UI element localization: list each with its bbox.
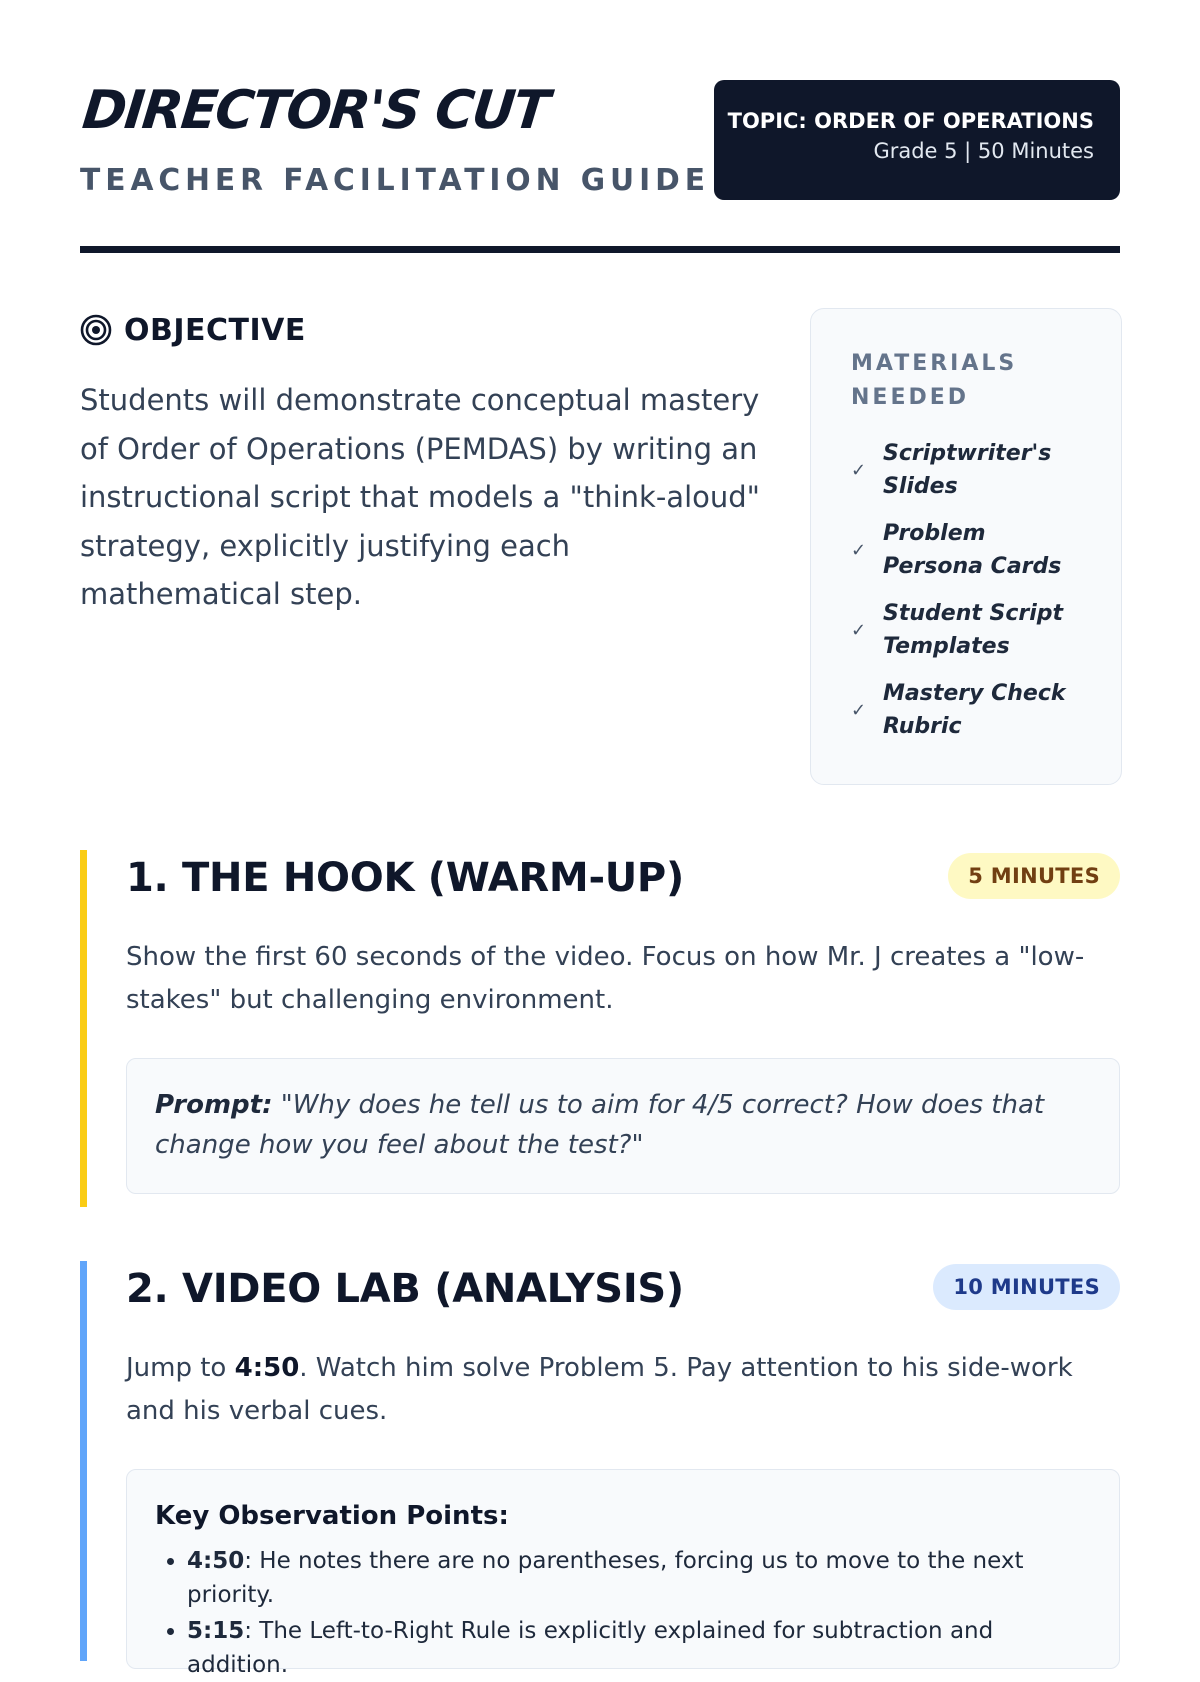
duration-badge: 5 MINUTES — [948, 853, 1120, 899]
section-accent-bar — [80, 1261, 87, 1661]
topic-box — [714, 80, 1120, 200]
section-header — [126, 850, 1120, 906]
observation-text: : He notes there are no parentheses, forcing us to move to the next priority. — [187, 1548, 1024, 1608]
prompt-card — [126, 1058, 1120, 1194]
materials-item — [851, 597, 1091, 663]
section-title: 1. THE HOOK (WARM-UP) — [126, 855, 684, 901]
section-video-lab — [80, 1261, 1120, 1678]
materials-item-label: Student Script Templates — [883, 601, 1064, 659]
materials-title: MATERIALS NEEDED — [851, 351, 1018, 410]
observation-time: 5:15 — [187, 1618, 245, 1644]
objective-text: Students will demonstrate conceptual mastery of Order of Operations (PEMDAS) by writing an instructional script that models a "think-aloud" strategy, explicitly justifying each mathematical step. — [80, 383, 760, 611]
objective-heading — [80, 310, 760, 350]
timestamp: 4:50 — [234, 1353, 300, 1383]
section-body — [126, 1347, 1120, 1433]
check-icon: ✓ — [851, 459, 867, 481]
materials-item — [851, 517, 1091, 583]
observation-time: 4:50 — [187, 1548, 245, 1574]
section-hook — [80, 850, 1120, 1207]
section-header — [126, 1261, 1120, 1317]
observation-list — [155, 1544, 1091, 1682]
observation-text: : The Left-to-Right Rule is explicitly explained for subtraction and addition. — [187, 1618, 994, 1678]
materials-item-label: Problem Persona Cards — [883, 521, 1062, 579]
materials-panel — [810, 308, 1122, 785]
section-title: 2. VIDEO LAB (ANALYSIS) — [126, 1266, 684, 1312]
page-header — [80, 80, 1120, 256]
check-icon: ✓ — [851, 619, 867, 641]
observation-item — [187, 1614, 1091, 1682]
body-text: . Watch him solve Problem 5. Pay attention to his side-work and his verbal cues. — [126, 1353, 1073, 1426]
prompt-text: "Why does he tell us to aim for 4/5 correct? How does that change how you feel about the test?" — [155, 1090, 1045, 1160]
section-body: Show the first 60 seconds of the video. Focus on how Mr. J creates a "low-stakes" but challenging environment. — [126, 942, 1085, 1015]
body-text: Jump to — [126, 1353, 235, 1383]
check-icon: ✓ — [851, 699, 867, 721]
materials-item-label: Scriptwriter's Slides — [883, 441, 1052, 499]
prompt-label: Prompt: — [155, 1090, 273, 1120]
objective-section — [80, 310, 760, 619]
materials-item — [851, 437, 1091, 503]
topic-meta: Grade 5 | 50 Minutes — [873, 139, 1094, 164]
objective-title: OBJECTIVE — [124, 312, 306, 348]
materials-item-label: Mastery Check Rubric — [883, 681, 1066, 739]
section-accent-bar — [80, 850, 87, 1207]
materials-item — [851, 677, 1091, 743]
observation-title: Key Observation Points: — [155, 1501, 509, 1531]
page-subtitle: TEACHER FACILITATION GUIDE — [80, 163, 710, 198]
topic-label: TOPIC: ORDER OF OPERATIONS — [727, 109, 1094, 133]
page-title: DIRECTOR'S CUT — [79, 80, 551, 141]
check-icon: ✓ — [851, 539, 867, 561]
observation-item — [187, 1544, 1091, 1612]
header-divider — [80, 246, 1120, 253]
target-icon — [80, 314, 112, 346]
duration-badge: 10 MINUTES — [933, 1264, 1120, 1310]
materials-list — [851, 437, 1091, 743]
observation-card — [126, 1469, 1120, 1678]
